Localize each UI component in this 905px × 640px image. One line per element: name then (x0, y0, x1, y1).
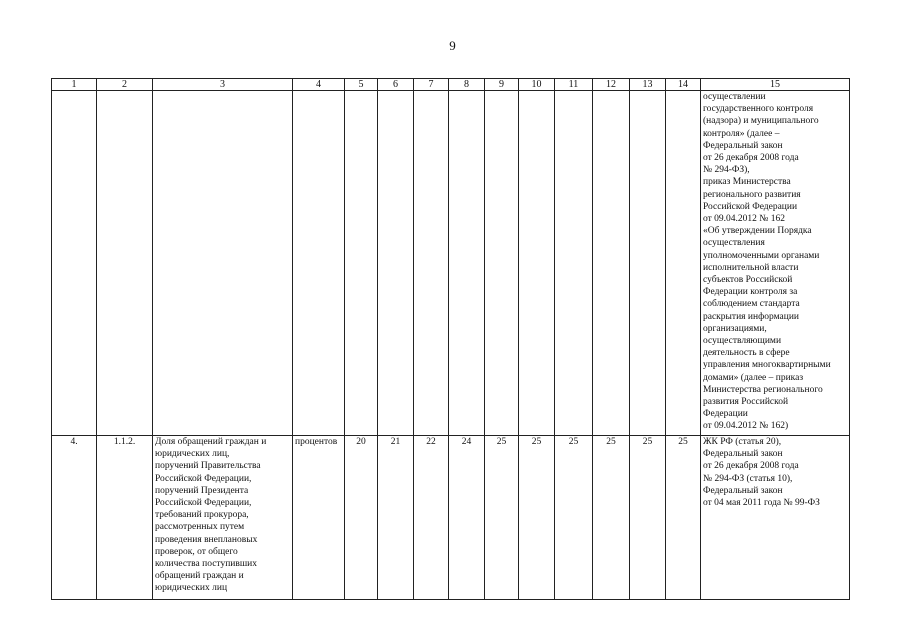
value-cell (378, 91, 414, 436)
table-row (52, 91, 850, 436)
value-cell (666, 91, 701, 436)
value-cell (519, 91, 555, 436)
column-header: 5 (345, 79, 378, 91)
value-cell (593, 91, 630, 436)
value-cell (414, 91, 449, 436)
indicator-code-cell (97, 91, 153, 436)
value-cell: 25 (485, 436, 519, 600)
value-cell (630, 91, 666, 436)
legal-basis-cell: ЖК РФ (статья 20), Федеральный закон от 26 декабря 2008 года № 294-ФЗ (статья 10), Федеральный закон от 04 мая 2011 года № 99-ФЗ (701, 436, 850, 600)
unit-cell: процентов (293, 436, 345, 600)
page-number: 9 (449, 38, 456, 53)
column-header: 15 (701, 79, 850, 91)
column-header: 13 (630, 79, 666, 91)
value-cell: 22 (414, 436, 449, 600)
indicator-code-cell: 1.1.2. (97, 436, 153, 600)
value-cell: 20 (345, 436, 378, 600)
value-cell: 25 (593, 436, 630, 600)
column-header: 6 (378, 79, 414, 91)
column-header: 7 (414, 79, 449, 91)
column-header: 10 (519, 79, 555, 91)
value-cell: 25 (630, 436, 666, 600)
indicator-name-cell: Доля обращений граждан и юридических лиц, поручений Правительства Российской Федерации, поручений Президента Российской Федерации, требований прокурора, рассмотренных путем проведения внеплановых проверок, от общего количества поступивших обращений граждан и юридических лиц (153, 436, 293, 600)
column-header: 2 (97, 79, 153, 91)
value-cell (449, 91, 485, 436)
value-cell (485, 91, 519, 436)
table-row (52, 436, 850, 600)
indicators-table (51, 78, 850, 600)
row-number-cell: 4. (52, 436, 97, 600)
value-cell: 24 (449, 436, 485, 600)
unit-cell (293, 91, 345, 436)
value-cell (555, 91, 593, 436)
column-header: 12 (593, 79, 630, 91)
value-cell: 21 (378, 436, 414, 600)
value-cell: 25 (555, 436, 593, 600)
column-header: 3 (153, 79, 293, 91)
value-cell: 25 (519, 436, 555, 600)
value-cell (345, 91, 378, 436)
column-header: 9 (485, 79, 519, 91)
column-header: 8 (449, 79, 485, 91)
column-header: 11 (555, 79, 593, 91)
row-number-cell (52, 91, 97, 436)
column-header: 1 (52, 79, 97, 91)
indicator-name-cell (153, 91, 293, 436)
legal-basis-cell: осуществлении государственного контроля (надзора) и муниципального контроля» (далее – Федеральный закон от 26 декабря 2008 года № 294-ФЗ), приказ Министерства регионального развития Российской Федерации от 09.04.2012 № 162 «Об утверждении Порядка осуществления уполномоченными органами исполнительной власти субъектов Российской Федерации контроля за соблюдением стандарта раскрытия информации организациями, осуществляющими деятельность в сфере управления многоквартирными домами» (далее – приказ Министерства регионального развития Российской Федерации от 09.04.2012 № 162) (701, 91, 850, 436)
value-cell: 25 (666, 436, 701, 600)
column-header: 14 (666, 79, 701, 91)
column-header: 4 (293, 79, 345, 91)
header-row (52, 79, 850, 91)
